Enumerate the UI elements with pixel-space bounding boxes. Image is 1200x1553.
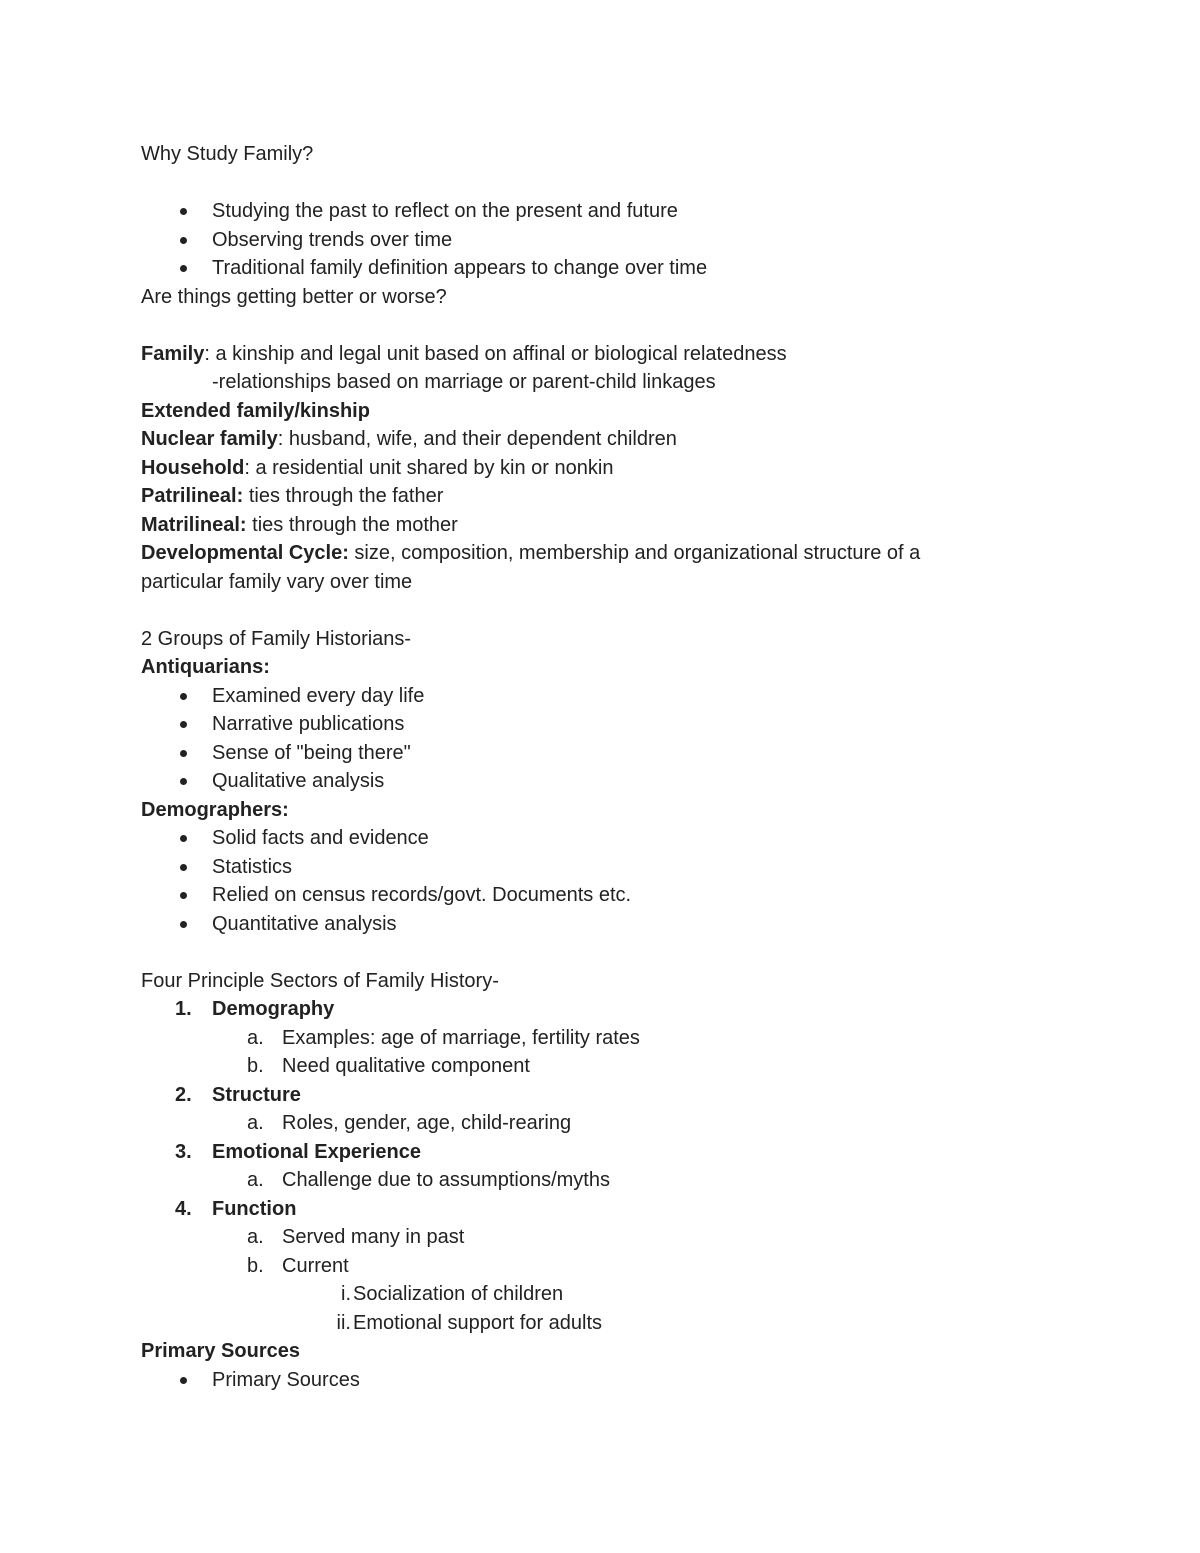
bullet-icon (180, 721, 187, 728)
list-item: Narrative publications (141, 710, 1041, 739)
sub-item: a. Roles, gender, age, child-rearing (247, 1112, 572, 1134)
sectors-title: Four Principle Sectors of Family History- (141, 969, 499, 992)
definition-matrilineal: Matrilineal: ties through the mother (141, 513, 458, 536)
bullet-icon (180, 693, 187, 700)
bullet-icon (180, 208, 187, 215)
page-heading: Why Study Family? (141, 143, 314, 165)
list-item: Examined every day life (141, 682, 1041, 711)
bullet-icon (180, 835, 187, 842)
sub-item: b. Need qualitative component (247, 1055, 530, 1077)
list-item: Traditional family definition appears to change over time (141, 254, 1041, 283)
bullet-icon (180, 237, 187, 244)
sector-item-demography: 1. Demography (175, 998, 335, 1020)
bullet-icon (180, 921, 187, 928)
sub-sub-item: ii. Emotional support for adults (336, 1311, 603, 1334)
definition-household: Household: a residential unit shared by kin or nonkin (141, 456, 614, 479)
primary-sources-section (141, 1337, 1041, 1394)
why-bullet-list (141, 197, 1041, 283)
sub-item: a. Challenge due to assumptions/myths (247, 1169, 610, 1191)
document-body (141, 140, 1041, 1394)
definition-extended: Extended family/kinship (141, 399, 370, 422)
sectors-section (141, 967, 1041, 1338)
question-text: Are things getting better or worse? (141, 285, 447, 308)
sub-sub-item: i. Socialization of children (341, 1283, 564, 1305)
list-item: Solid facts and evidence (141, 824, 1041, 853)
bullet-icon (180, 1377, 187, 1384)
definitions-section (141, 340, 1041, 597)
list-item: Sense of "being there" (141, 739, 1041, 768)
primary-sources-label: Primary Sources (141, 1340, 300, 1362)
bullet-icon (180, 864, 187, 871)
list-item: Observing trends over time (141, 226, 1041, 255)
sub-item: a. Examples: age of marriage, fertility rates (247, 1026, 640, 1049)
sector-item-function: 4. Function (175, 1197, 297, 1220)
definition-patrilineal: Patrilineal: ties through the father (141, 485, 444, 507)
bullet-icon (180, 750, 187, 757)
bullet-icon (180, 265, 187, 272)
groups-title: 2 Groups of Family Historians- (141, 627, 412, 650)
definition-developmental-cont: particular family vary over time (141, 570, 413, 593)
list-item: Studying the past to reflect on the present and future (141, 197, 1041, 226)
definition-developmental: Developmental Cycle: size, composition, membership and organizational structure of a (141, 542, 921, 564)
definition-family: Family: a kinship and legal unit based on affinal or biological relatedness (141, 342, 787, 365)
list-item: Quantitative analysis (141, 910, 1041, 939)
antiquarians-label: Antiquarians: (141, 656, 270, 678)
sector-item-emotional-experience: 3. Emotional Experience (175, 1140, 421, 1163)
list-item: Primary Sources (141, 1366, 1041, 1395)
sector-item-structure: 2. Structure (175, 1083, 301, 1106)
bullet-icon (180, 892, 187, 899)
sub-item: a. Served many in past (247, 1226, 465, 1248)
definition-family-sub: -relationships based on marriage or parent-child linkages (212, 371, 716, 393)
groups-section (141, 625, 1041, 939)
bullet-icon (180, 778, 187, 785)
demographers-label: Demographers: (141, 798, 289, 821)
list-item: Statistics (141, 853, 1041, 882)
definition-nuclear: Nuclear family: husband, wife, and their dependent children (141, 428, 677, 450)
sub-item: b. Current (247, 1254, 349, 1277)
list-item: Qualitative analysis (141, 767, 1041, 796)
list-item: Relied on census records/govt. Documents etc. (141, 881, 1041, 910)
